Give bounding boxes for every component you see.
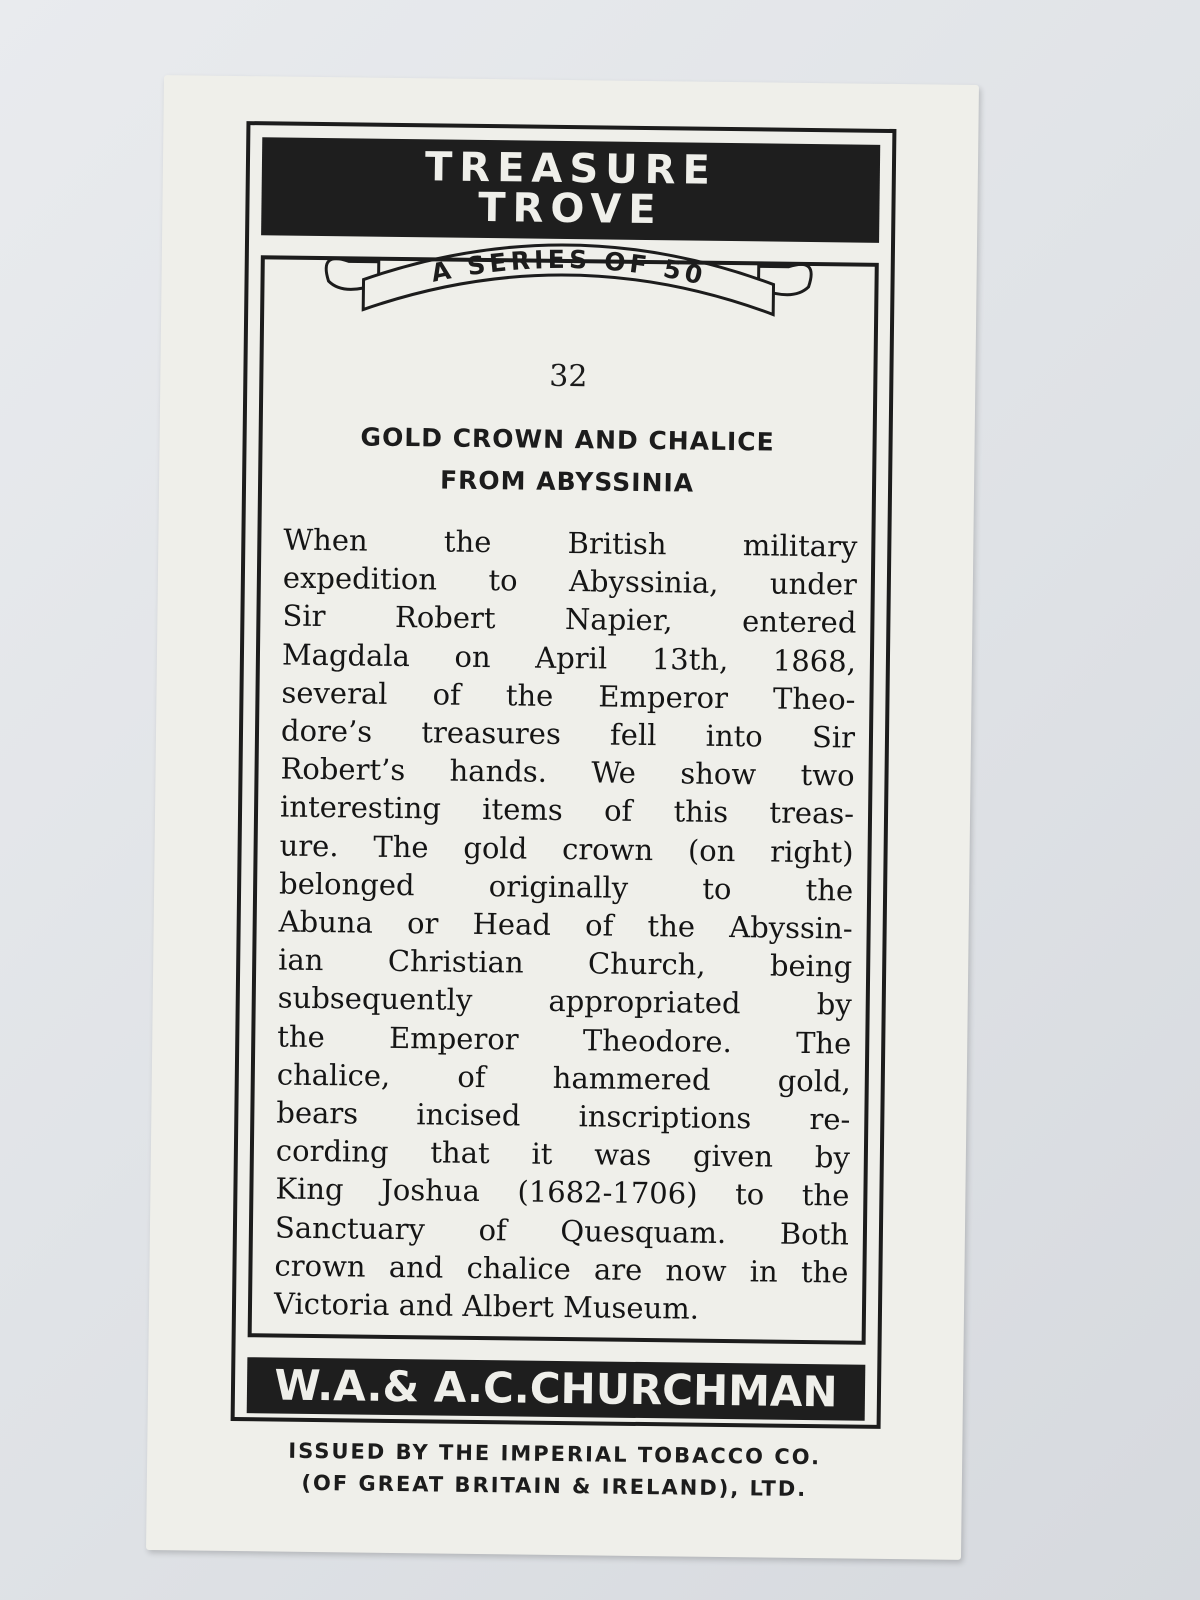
description-line: expedition to Abyssinia, under bbox=[282, 560, 858, 602]
description-line: the Emperor Theodore. The bbox=[277, 1019, 852, 1061]
series-title: TREASURE TROVE bbox=[424, 144, 718, 234]
card-description bbox=[274, 521, 858, 1330]
description-line: ian Christian Church, being bbox=[278, 942, 853, 984]
description-line: bears incised inscriptions re- bbox=[276, 1095, 851, 1137]
description-line: Robert’s hands. We show two bbox=[280, 751, 855, 793]
description-line: dore’s treasures fell into Sir bbox=[280, 713, 856, 755]
issuer-line-1: ISSUED BY THE IMPERIAL TOBACCO CO. bbox=[288, 1438, 822, 1470]
description-line: Abuna or Head of the Abyssin- bbox=[278, 904, 853, 946]
description-line: Sir Robert Napier, entered bbox=[282, 598, 857, 640]
series-subtitle: A SERIES OF 50 bbox=[428, 244, 710, 292]
cigarette-card bbox=[146, 75, 979, 1560]
description-line: several of the Emperor Theo- bbox=[281, 675, 856, 717]
description-line: belonged originally to the bbox=[278, 866, 854, 908]
description-line: chalice, of hammered gold, bbox=[276, 1057, 852, 1099]
brand-band bbox=[247, 1357, 866, 1421]
card-border bbox=[231, 121, 897, 1429]
description-line: subsequently appropriated by bbox=[277, 980, 852, 1022]
description-line: Victoria and Albert Museum. bbox=[273, 1286, 700, 1326]
card-number: 32 bbox=[549, 358, 588, 395]
description-line: cording that it was given by bbox=[275, 1133, 851, 1175]
description-line: When the British military bbox=[283, 522, 858, 564]
card-title: GOLD CROWN AND CHALICE FROM ABYSSINIA bbox=[360, 422, 775, 498]
description-line: Sanctuary of Quesquam. Both bbox=[274, 1210, 850, 1252]
issuer-text bbox=[147, 1433, 963, 1507]
description-line: King Joshua (1682-1706) to the bbox=[275, 1171, 850, 1213]
description-line: interesting items of this treas- bbox=[279, 789, 855, 831]
description-line: ure. The gold crown (on right) bbox=[279, 828, 854, 870]
description-line: crown and chalice are now in the bbox=[274, 1248, 849, 1290]
brand-name: W.A.& A.C.CHURCHMAN bbox=[274, 1360, 838, 1417]
issuer-line-2: (OF GREAT BRITAIN & IRELAND), LTD. bbox=[301, 1470, 808, 1502]
description-line: Magdala on April 13th, 1868, bbox=[281, 637, 857, 679]
